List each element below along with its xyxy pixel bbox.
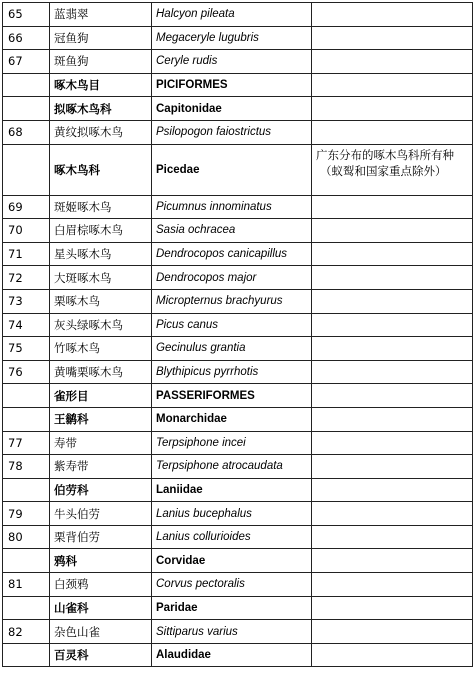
- row-number-cell: 67: [3, 50, 50, 74]
- scientific-name-cell: Picumnus innominatus: [152, 195, 312, 219]
- row-number-cell: 75: [3, 337, 50, 361]
- scientific-name-cell: Blythipicus pyrrhotis: [152, 360, 312, 384]
- scientific-name-cell: Paridae: [152, 596, 312, 620]
- chinese-name-cell: 灰头绿啄木鸟: [50, 313, 152, 337]
- note-cell: [312, 195, 473, 219]
- chinese-name-cell: 蓝翡翠: [50, 3, 152, 27]
- chinese-name-cell: 星头啄木鸟: [50, 242, 152, 266]
- chinese-name-cell: 百灵科: [50, 643, 152, 667]
- scientific-name-cell: Terpsiphone atrocaudata: [152, 455, 312, 479]
- chinese-name-cell: 拟啄木鸟科: [50, 97, 152, 121]
- scientific-name-cell: Terpsiphone incei: [152, 431, 312, 455]
- row-number-cell: [3, 144, 50, 195]
- chinese-name-cell: 黄纹拟啄木鸟: [50, 120, 152, 144]
- note-cell: [312, 643, 473, 667]
- table-row: [3, 337, 473, 361]
- note-cell: [312, 144, 473, 195]
- chinese-name-cell: 冠鱼狗: [50, 26, 152, 50]
- note-cell: [312, 242, 473, 266]
- row-number-cell: 80: [3, 525, 50, 549]
- scientific-name-cell: Lanius collurioides: [152, 525, 312, 549]
- row-number-cell: [3, 384, 50, 408]
- table-row: [3, 502, 473, 526]
- row-number-cell: 68: [3, 120, 50, 144]
- note-cell: [312, 120, 473, 144]
- note-cell: [312, 360, 473, 384]
- scientific-name-cell: Capitonidae: [152, 97, 312, 121]
- row-number-cell: 71: [3, 242, 50, 266]
- scientific-name-cell: Alaudidae: [152, 643, 312, 667]
- chinese-name-cell: 雀形目: [50, 384, 152, 408]
- table-row: [3, 120, 473, 144]
- chinese-name-cell: 大斑啄木鸟: [50, 266, 152, 290]
- note-cell: [312, 313, 473, 337]
- table-row: [3, 289, 473, 313]
- chinese-name-cell: 鸦科: [50, 549, 152, 573]
- scientific-name-cell: Megaceryle lugubris: [152, 26, 312, 50]
- row-number-cell: 74: [3, 313, 50, 337]
- note-cell: [312, 337, 473, 361]
- row-number-cell: 77: [3, 431, 50, 455]
- table-row: [3, 219, 473, 243]
- note-cell: [312, 97, 473, 121]
- note-cell: [312, 3, 473, 27]
- note-cell: [312, 26, 473, 50]
- note-cell: [312, 289, 473, 313]
- table-row: [3, 50, 473, 74]
- row-number-cell: [3, 549, 50, 573]
- note-cell: [312, 478, 473, 502]
- scientific-name-cell: Ceryle rudis: [152, 50, 312, 74]
- note-cell: [312, 502, 473, 526]
- table-group-row: [3, 97, 473, 121]
- chinese-name-cell: 啄木鸟科: [50, 144, 152, 195]
- note-cell: [312, 266, 473, 290]
- note-cell: [312, 620, 473, 644]
- row-number-cell: [3, 97, 50, 121]
- chinese-name-cell: 斑姬啄木鸟: [50, 195, 152, 219]
- note-cell: [312, 431, 473, 455]
- scientific-name-cell: Picedae: [152, 144, 312, 195]
- table-group-row: [3, 407, 473, 431]
- scientific-name-cell: Sasia ochracea: [152, 219, 312, 243]
- row-number-cell: 66: [3, 26, 50, 50]
- table-group-row: [3, 384, 473, 408]
- table-group-row: [3, 73, 473, 97]
- chinese-name-cell: 白眉棕啄木鸟: [50, 219, 152, 243]
- chinese-name-cell: 王鹟科: [50, 407, 152, 431]
- table-row: [3, 313, 473, 337]
- row-number-cell: [3, 73, 50, 97]
- row-number-cell: [3, 643, 50, 667]
- scientific-name-cell: Laniidae: [152, 478, 312, 502]
- chinese-name-cell: 斑鱼狗: [50, 50, 152, 74]
- note-cell: [312, 407, 473, 431]
- table-row: [3, 242, 473, 266]
- chinese-name-cell: 寿带: [50, 431, 152, 455]
- note-cell: [312, 50, 473, 74]
- chinese-name-cell: 栗背伯劳: [50, 525, 152, 549]
- table-row: [3, 195, 473, 219]
- table-group-row: [3, 643, 473, 667]
- chinese-name-cell: 山雀科: [50, 596, 152, 620]
- scientific-name-cell: Micropternus brachyurus: [152, 289, 312, 313]
- note-text: 广东分布的啄木鸟科所有种: [316, 147, 454, 162]
- table-row: [3, 3, 473, 27]
- scientific-name-cell: Sittiparus varius: [152, 620, 312, 644]
- scientific-name-cell: Psilopogon faiostrictus: [152, 120, 312, 144]
- note-cell: [312, 384, 473, 408]
- row-number-cell: [3, 596, 50, 620]
- row-number-cell: 82: [3, 620, 50, 644]
- chinese-name-cell: 栗啄木鸟: [50, 289, 152, 313]
- table-group-row: [3, 478, 473, 502]
- scientific-name-cell: PASSERIFORMES: [152, 384, 312, 408]
- note-cell: [312, 596, 473, 620]
- note-cell: [312, 573, 473, 597]
- scientific-name-cell: Dendrocopos canicapillus: [152, 242, 312, 266]
- row-number-cell: 78: [3, 455, 50, 479]
- note-subtext: （蚁䴕和国家重点除外）: [320, 163, 447, 178]
- row-number-cell: 65: [3, 3, 50, 27]
- chinese-name-cell: 啄木鸟目: [50, 73, 152, 97]
- scientific-name-cell: PICIFORMES: [152, 73, 312, 97]
- row-number-cell: [3, 478, 50, 502]
- table-row: [3, 266, 473, 290]
- table-row: [3, 26, 473, 50]
- species-table: [2, 2, 473, 667]
- chinese-name-cell: 伯劳科: [50, 478, 152, 502]
- row-number-cell: 79: [3, 502, 50, 526]
- row-number-cell: 76: [3, 360, 50, 384]
- scientific-name-cell: Lanius bucephalus: [152, 502, 312, 526]
- table-row: [3, 431, 473, 455]
- row-number-cell: [3, 407, 50, 431]
- note-cell: [312, 73, 473, 97]
- scientific-name-cell: Monarchidae: [152, 407, 312, 431]
- row-number-cell: 72: [3, 266, 50, 290]
- table-row: [3, 573, 473, 597]
- note-cell: [312, 219, 473, 243]
- chinese-name-cell: 牛头伯劳: [50, 502, 152, 526]
- table-row: [3, 455, 473, 479]
- species-table-body: [3, 3, 473, 667]
- table-row: [3, 525, 473, 549]
- table-group-row: [3, 144, 473, 195]
- note-cell: [312, 549, 473, 573]
- row-number-cell: 69: [3, 195, 50, 219]
- chinese-name-cell: 紫寿带: [50, 455, 152, 479]
- scientific-name-cell: Dendrocopos major: [152, 266, 312, 290]
- scientific-name-cell: Gecinulus grantia: [152, 337, 312, 361]
- note-cell: [312, 455, 473, 479]
- table-group-row: [3, 596, 473, 620]
- table-group-row: [3, 549, 473, 573]
- scientific-name-cell: Picus canus: [152, 313, 312, 337]
- chinese-name-cell: 黄嘴栗啄木鸟: [50, 360, 152, 384]
- scientific-name-cell: Corvidae: [152, 549, 312, 573]
- chinese-name-cell: 竹啄木鸟: [50, 337, 152, 361]
- row-number-cell: 81: [3, 573, 50, 597]
- row-number-cell: 73: [3, 289, 50, 313]
- table-row: [3, 360, 473, 384]
- table-row: [3, 620, 473, 644]
- chinese-name-cell: 杂色山雀: [50, 620, 152, 644]
- chinese-name-cell: 白颈鸦: [50, 573, 152, 597]
- note-cell: [312, 525, 473, 549]
- scientific-name-cell: Corvus pectoralis: [152, 573, 312, 597]
- scientific-name-cell: Halcyon pileata: [152, 3, 312, 27]
- row-number-cell: 70: [3, 219, 50, 243]
